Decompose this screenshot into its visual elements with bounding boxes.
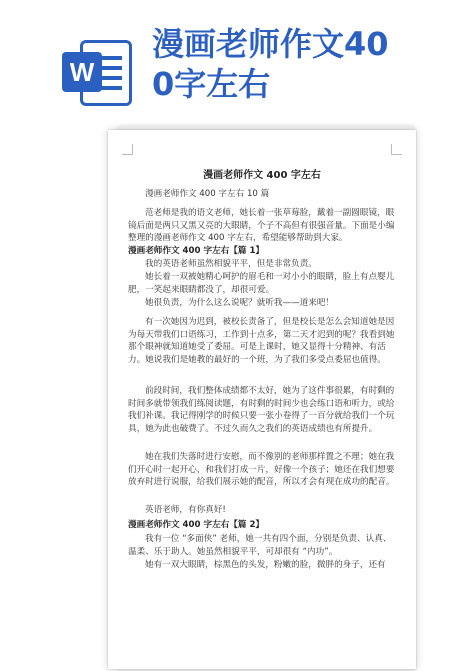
paragraph: 我有一位 “多面侠” 老师，她一共有四个面，分别是负责、认真、温柔、乐于助人。她虽然相貌平平，可却很有 “内功”。 xyxy=(128,534,392,557)
word-logo-tile: W xyxy=(62,52,102,92)
paragraph: 她有一双大眼睛，棕黑色的头发，粉嫩的脸，微胖的身子，还有 xyxy=(145,560,386,570)
document-subtitle: 漫画老师作文 400 字左右 10 篇 xyxy=(145,189,270,199)
paragraph: 她在我们失落时进行安慰，而不像别的老师那样置之不理；她在我们开心时一起开心，和我们打成一片，好像一个孩子；她还在我们想要放弃时进行说服，给我们展示她的配音，所以才会有现在成功的配音。 xyxy=(128,452,395,487)
page-title xyxy=(152,24,462,104)
paragraph: 她长着一双被她精心呵护的眉毛和一对小小的眼睛，脸上有点婴儿肥，一笑起来眼睛都没了，却很可爱。 xyxy=(128,272,395,295)
paragraph: 英语老师，有你真好! xyxy=(145,505,226,515)
title-line-2: 0字左右 xyxy=(152,65,271,103)
paragraph: 前段时间，我们整体成绩都不太好，她为了这件事很累，有时剩的时间多就带领我们练阅读题，有时剩的时间少也会练口语和听力，或给我们补课。我记得刚学的时候只要一张小卷得了一百分就给我们一个玩具，她为此也破费了。不过久而久之我们的英语成绩也有所提升。 xyxy=(128,386,395,434)
header-banner xyxy=(0,0,474,118)
section-heading-1: 漫画老师作文 400 字左右【篇 1】 xyxy=(128,246,265,256)
paragraph: 有一次她因为迟到，被校长责备了，但是校长是怎么会知道她是因为每天带我们口语练习，工作到十点多，第二天才迟到的呢？我看到她那个眼神就知道她受了委屈。可是上课时，她又显得十分精神、有活力。她说我们是她教的最好的一个班，为了我们多受点委屈也值得。 xyxy=(128,317,395,365)
document-title: 漫画老师作文 400 字左右 xyxy=(203,170,321,181)
paragraph: 我的英语老师虽然相貌平平，但是非常负责。 xyxy=(145,259,317,269)
section-heading-2: 漫画老师作文 400 字左右【篇 2】 xyxy=(128,520,265,530)
title-line-1: 漫画老师作文40 xyxy=(152,25,389,63)
corner-mark xyxy=(391,144,402,155)
word-document-icon xyxy=(62,36,136,110)
intro-paragraph: 范老师是我的语文老师，她长着一张草莓脸，戴着一副圆眼镜，眼镜后面是两只又黑又亮的大眼睛，个子不高但有很强音量。下面是小编整理的漫画老师作文 400 字左右，希望能够帮助到大家。 xyxy=(128,208,395,243)
paragraph: 她很负责，为什么这么说呢？就听我——道来吧！ xyxy=(145,298,335,308)
document-page xyxy=(108,130,416,669)
corner-mark xyxy=(122,144,133,155)
